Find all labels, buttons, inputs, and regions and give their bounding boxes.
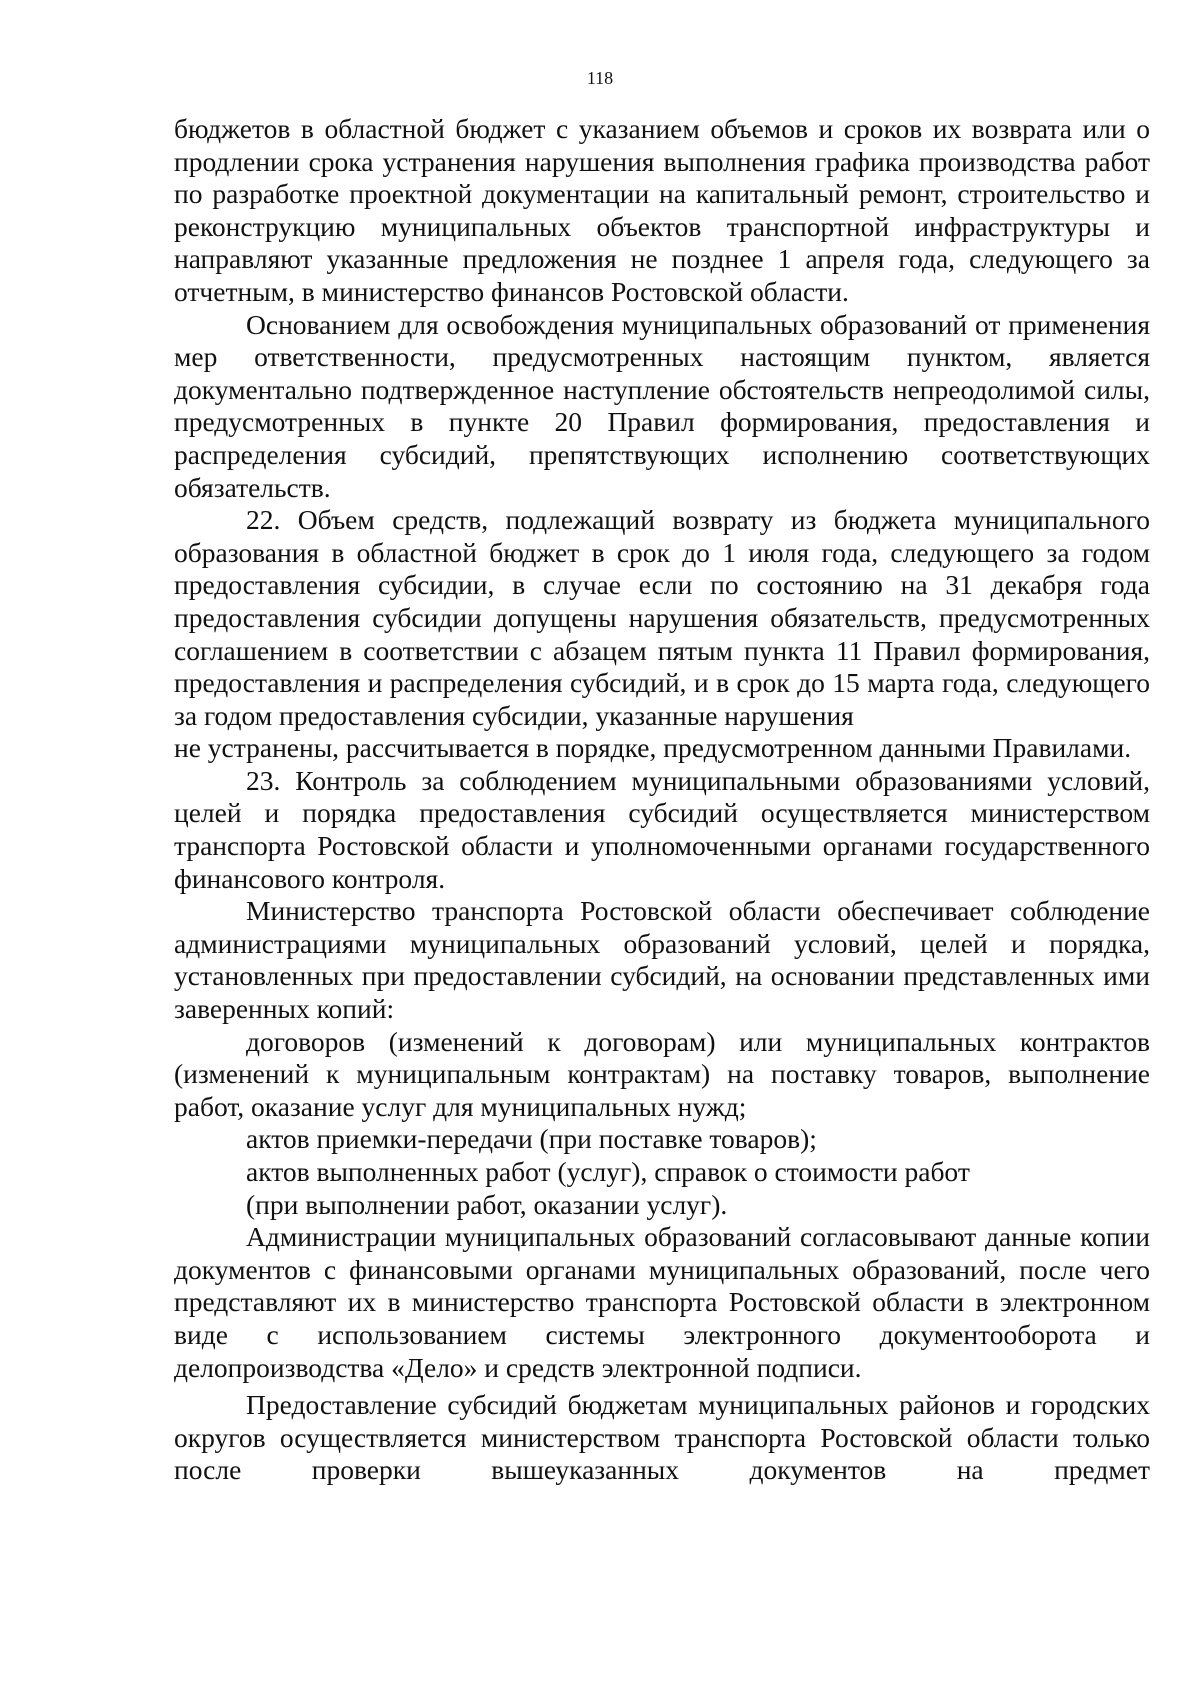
paragraph-item-22-continuation: не устранены, рассчитывается в порядке, предусмотренном данными Правилами. xyxy=(174,732,1132,764)
document-body xyxy=(174,113,1150,1487)
list-item-work-acts: актов выполненных работ (услуг), справок о стоимости работ xyxy=(246,1156,970,1187)
paragraph-item-23: 23. Контроль за соблюдением муниципальными образованиями условий, целей и порядка предоставления субсидий осуществляется министерством транспорта Ростовской области и уполномоченными органами государственного финансового контроля. xyxy=(174,764,1150,894)
paragraph-ministry-oversight: Министерство транспорта Ростовской области обеспечивает соблюдение администрациями муниципальных образований условий, целей и порядка, установленных при предоставлении субсидий, на основании представленных ими заверенных копий: xyxy=(174,895,1150,1025)
list-item-work-acts-note: (при выполнении работ, оказании услуг). xyxy=(246,1188,728,1220)
list-item-contracts: договоров (изменений к договорам) или муниципальных контрактов (изменений к муниципальным контрактам) на поставку товаров, выполнение работ, оказание услуг для муниципальных нужд; xyxy=(174,1025,1150,1122)
paragraph-force-majeure-exemption: Основанием для освобождения муниципальных образований от применения мер ответственности, предусмотренных настоящим пунктом, является документально подтвержденное наступление обстоятельств непреодолимой силы, предусмотренных в пункте 20 Правил формирования, предоставления и распределения субсидий, препятствующих исполнению соответствующих обязательств. xyxy=(174,308,1150,503)
paragraph-item-22: 22. Объем средств, подлежащий возврату из бюджета муниципального образования в областной бюджет в срок до 1 июля года, следующего за годом предоставления субсидии, в случае если по состоянию на 31 декабря года предоставления субсидии допущены нарушения обязательств, предусмотренных соглашением в соответствии с абзацем пятым пункта 11 Правил формирования, предоставления и распределения субсидий, и в срок до 15 марта года, следующего за годом предоставления субсидии, указанные нарушения xyxy=(174,504,1150,731)
list-item-acceptance-acts: актов приемки-передачи (при поставке товаров); xyxy=(246,1123,817,1155)
paragraph-administrations-approval: Администрации муниципальных образований согласовывают данные копии документов с финансовыми органами муниципальных образований, после чего представляют их в министерство транспорта Ростовской области в электронном виде с использованием системы электронного документооборота и делопроизводства «Дело» и средств электронной подписи. xyxy=(174,1221,1150,1383)
paragraph-subsidy-provision: Предоставление субсидий бюджетам муниципальных районов и городских округов осуществляется министерством транспорта Ростовской области только после проверки вышеуказанных документов на предмет xyxy=(174,1389,1150,1486)
paragraph-budget-return-proposals: бюджетов в областной бюджет с указанием объемов и сроков их возврата или о продлении срока устранения нарушения выполнения графика производства работ по разработке проектной документации на капитальный ремонт, строительство и реконструкцию муниципальных объектов транспортной инфраструктуры и направляют указанные предложения не позднее 1 апреля года, следующего за отчетным, в министерство финансов Ростовской области. xyxy=(174,113,1150,307)
page-number: 118 xyxy=(586,68,614,88)
